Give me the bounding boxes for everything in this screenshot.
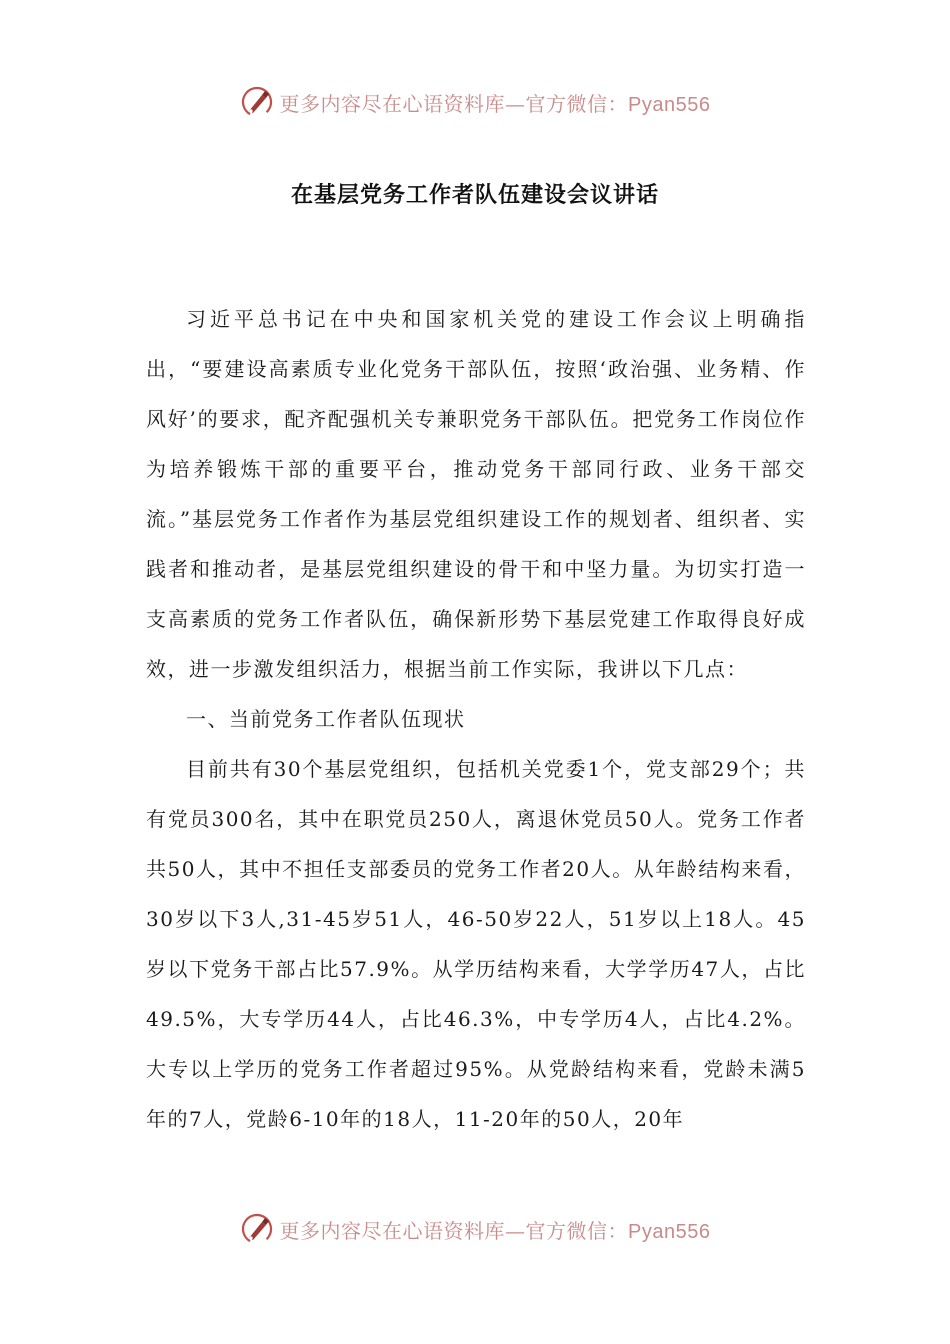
pen-nib-logo-icon (240, 1212, 274, 1246)
watermark-wechat-id: Pyan556 (628, 1220, 711, 1243)
watermark-text (280, 88, 711, 117)
header-watermark (0, 82, 950, 122)
section-heading: 一、当前党务工作者队伍现状 (186, 707, 466, 731)
document-body (146, 294, 806, 1144)
paragraph-status: 目前共有30个基层党组织，包括机关党委1个，党支部29个；共有党员300名，其中在职党员250人，离退休党员50人。党务工作者共50人，其中不担任支部委员的党务工作者20人。从年龄结构来看，30岁以下3人,31-45岁51人，46-50岁22人，51岁以上18人。45岁以下党务干部占比57.9%。从学历结构来看，大学学历47人，占比49.5%，大专学历44人，占比46.3%，中专学历4人，占比4.2%。大专以上学历的党务工作者超过95%。从党龄结构来看，党龄未满5年的7人，党龄6-10年的18人，11-20年的50人，20年 (146, 757, 806, 1131)
pen-nib-logo-icon (240, 85, 274, 119)
watermark-cn: 更多内容尽在心语资料库—官方微信： (279, 1218, 629, 1243)
paragraph-intro: 习近平总书记在中央和国家机关党的建设工作会议上明确指出，“要建设高素质专业化党务干部队伍，按照‘政治强、业务精、作风好’的要求，配齐配强机关专兼职党务干部队伍。把党务工作岗位作为培养锻炼干部的重要平台，推动党务干部同行政、业务干部交流。”基层党务工作者作为基层党组织建设工作的规划者、组织者、实践者和推动者，是基层党组织建设的骨干和中坚力量。为切实打造一支高素质的党务工作者队伍，确保新形势下基层党建工作取得良好成效，进一步激发组织活力，根据当前工作实际，我讲以下几点： (146, 307, 806, 681)
footer-watermark (0, 1209, 950, 1249)
document-title: 在基层党务工作者队伍建设会议讲话 (290, 183, 659, 208)
watermark-text (280, 1215, 711, 1244)
watermark-wechat-id: Pyan556 (628, 93, 711, 116)
watermark-cn: 更多内容尽在心语资料库—官方微信： (279, 91, 629, 116)
